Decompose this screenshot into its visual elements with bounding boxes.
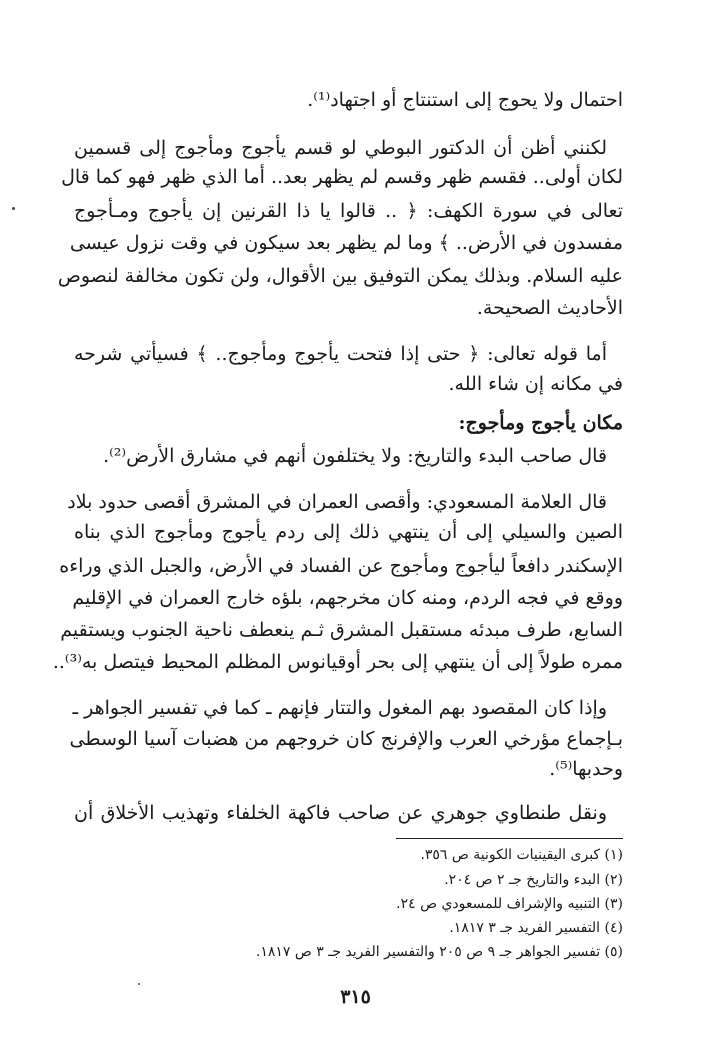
body-line-12: الصين والسيلي إلى أن ينتهي ذلك إلى ردم يأجوج ومأجوج الذي بناه — [74, 521, 623, 543]
body-line-11: قال العلامة المسعودي: وأقصى العمران في المشرق أقصى حدود بلاد — [67, 491, 607, 513]
body-line-13: الإسكندر دافعاً ليأجوج ومأجوج عن الفساد في الأرض، والجبل الذي وراءه — [59, 555, 623, 577]
body-line-5: مفسدون في الأرض.. ﴾ وما لم يظهر بعد سيكون في وقت نزول عيسى — [69, 232, 623, 254]
body-line-18: بـإجماع مؤرخي العرب والإفرنج كان خروجهم من هضبات آسيا الوسطى — [69, 728, 623, 750]
print-speck — [12, 207, 15, 210]
footnote-divider — [396, 838, 623, 839]
body-line-19: وحدبها⁽⁵⁾. — [549, 758, 623, 780]
body-line-3: لكان أولى.. فقسم ظهر وقسم لم يظهر بعد.. أما الذي ظهر فهو كما قال — [61, 166, 623, 188]
body-line-16: ممره طولاً إلى أن ينتهي إلى بحر أوقيانوس المظلم المحيط فيتصل به⁽³⁾.. — [52, 651, 623, 673]
body-line-4: تعالى في سورة الكهف: ﴿ .. قالوا يا ذا القرنين إن يأجوج ومـأجوج — [74, 200, 623, 222]
body-line-14: ووقع في فجه الردم، ومنه كان مخرجهم، بلؤه خارج العمران في الإقليم — [72, 587, 623, 609]
body-line-17: وإذا كان المقصود بهم المغول والتتار فإنهم ـ كما في تفسير الجواهر ـ — [72, 697, 607, 719]
body-line-20: ونقل طنطاوي جوهري عن صاحب فاكهة الخلفاء وتهذيب الأخلاق أن — [74, 802, 607, 824]
body-line-10: قال صاحب البدء والتاريخ: ولا يختلفون أنهم في مشارق الأرض⁽²⁾. — [103, 445, 607, 467]
section-heading: مكان يأجوج ومأجوج: — [458, 412, 623, 434]
footnote-4: (٤) التفسير الفريد جـ ٣ ١٨١٧. — [449, 920, 623, 936]
body-line-1: احتمال ولا يحوج إلى استنتاج أو اجتهاد⁽¹⁾. — [307, 89, 623, 111]
body-line-8: أما قوله تعالى: ﴿ حتى إذا فتحت يأجوج ومأجوج.. ﴾ فسيأتي شرحه — [74, 343, 607, 365]
print-speck — [138, 983, 140, 985]
body-line-15: السابع، طرف مبدئه مستقبل المشرق ثـم ينعطف ناحية الجنوب ويستقيم — [60, 619, 623, 641]
footnote-1: (١) كبرى اليقينيات الكونية ص ٣٥٦. — [420, 847, 623, 863]
page-number: ٣١٥ — [340, 986, 371, 1008]
body-line-7: الأحاديث الصحيحة. — [476, 297, 623, 319]
footnote-5: (٥) تفسير الجواهر جـ ٩ ص ٢٠٥ والتفسير الفريد جـ ٣ ص ١٨١٧. — [255, 944, 623, 960]
footnote-3: (٣) التنبيه والإشراف للمسعودي ص ٢٤. — [396, 896, 623, 912]
body-line-2: لكنني أظن أن الدكتور البوطي لو قسم يأجوج ومأجوج إلى قسمين — [74, 137, 607, 159]
footnote-2: (٢) البدء والتاريخ جـ ٢ ص ٢٠٤. — [444, 872, 623, 888]
body-line-9: في مكانه إن شاء الله. — [448, 373, 623, 395]
body-line-6: عليه السلام. وبذلك يمكن التوفيق بين الأقوال، ولن تكون مخالفة لنصوص — [57, 265, 623, 287]
